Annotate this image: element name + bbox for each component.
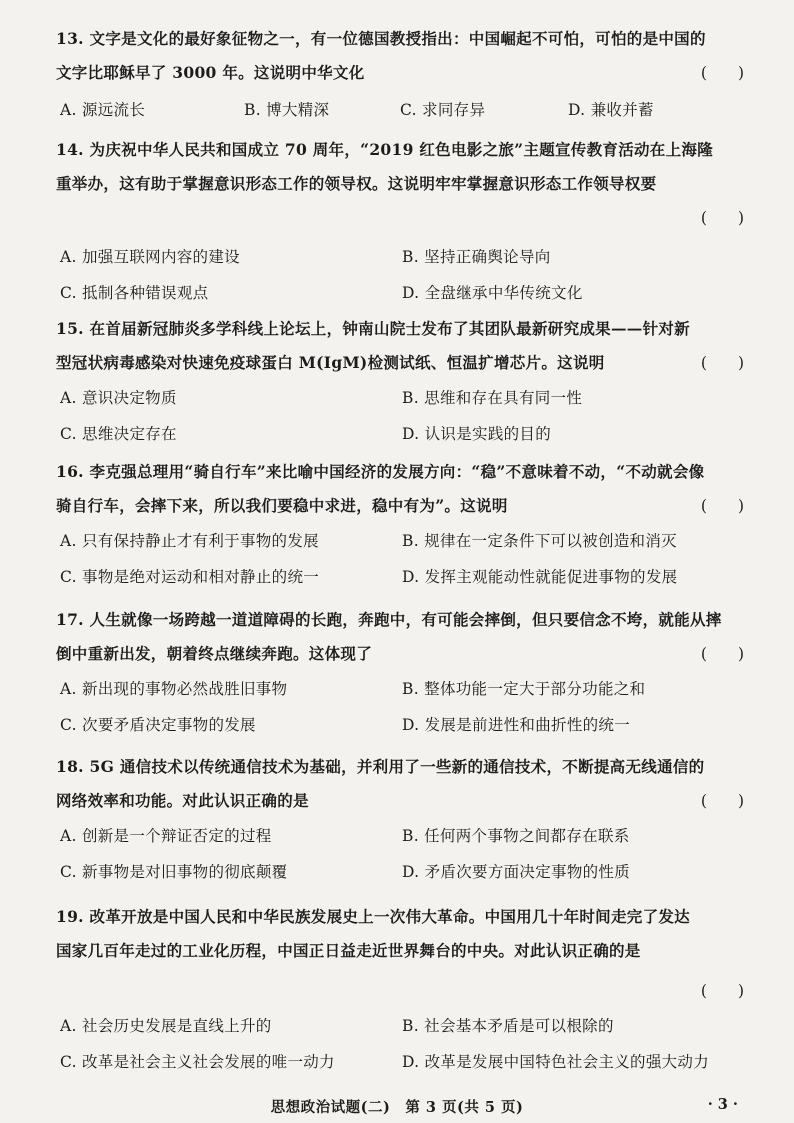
option-d: D. 矛盾次要方面决定事物的性质: [402, 863, 631, 881]
option-d: D. 改革是发展中国特色社会主义的强大动力: [402, 1053, 710, 1071]
option-c: C. 思维决定存在: [60, 425, 177, 443]
question-18: [56, 750, 746, 894]
option-a: A. 创新是一个辩证否定的过程: [60, 827, 272, 845]
page-footer: 思想政治试题(二) 第 3 页(共 5 页): [270, 1099, 524, 1116]
stem-line: 16. 李克强总理用“骑自行车”来比喻中国经济的发展方向：“稳”不意味着不动，“不动就会像: [56, 462, 705, 481]
option-c: C. 抵制各种错误观点: [60, 284, 209, 302]
option-b: B. 社会基本矛盾是可以根除的: [402, 1017, 614, 1035]
stem-line: 文字比耶稣早了 3000 年。这说明中华文化: [56, 63, 365, 82]
option-a: A. 源远流长: [60, 101, 146, 119]
option-c: C. 次要矛盾决定事物的发展: [60, 716, 256, 734]
question-stem: [56, 750, 746, 818]
options: [56, 675, 746, 747]
question-stem: [56, 133, 746, 235]
options: [56, 243, 746, 315]
option-d: D. 认识是实践的目的: [402, 425, 552, 443]
options: [56, 527, 746, 599]
question-stem: [56, 22, 746, 90]
question-stem: [56, 603, 746, 671]
option-d: D. 全盘继承中华传统文化: [402, 284, 583, 302]
option-d: D. 兼收并蓄: [568, 101, 654, 119]
stem-line: 骑自行车，会摔下来，所以我们要稳中求进，稳中有为”。这说明: [56, 496, 508, 515]
answer-parenthesis: ( ): [700, 64, 744, 82]
option-a: A. 新出现的事物必然战胜旧事物: [60, 680, 288, 698]
stem-line: 19. 改革开放是中国人民和中华民族发展史上一次伟大革命。中国用几十年时间走完了发达: [56, 907, 690, 926]
option-b: B. 博大精深: [244, 101, 330, 119]
answer-parenthesis: ( ): [700, 792, 744, 810]
answer-parenthesis: ( ): [700, 497, 744, 515]
stem-line: 国家几百年走过的工业化历程，中国正日益走近世界舞台的中央。对此认识正确的是: [56, 941, 641, 960]
answer-parenthesis: ( ): [700, 645, 744, 663]
stem-line: 18. 5G 通信技术以传统通信技术为基础，并利用了一些新的通信技术，不断提高无线通信的: [56, 757, 705, 776]
option-c: C. 事物是绝对运动和相对静止的统一: [60, 568, 320, 586]
question-14: [56, 133, 746, 315]
option-b: B. 规律在一定条件下可以被创造和消灭: [402, 532, 677, 550]
question-19: [56, 900, 746, 1084]
question-13: [56, 22, 746, 128]
page-number: · 3 ·: [707, 1096, 738, 1113]
stem-line: 14. 为庆祝中华人民共和国成立 70 周年，“2019 红色电影之旅”主题宣传教育活动在上海隆: [56, 140, 713, 159]
question-17: [56, 603, 746, 747]
option-b: B. 思维和存在具有同一性: [402, 389, 583, 407]
stem-line: 型冠状病毒感染对快速免疫球蛋白 M(IgM)检测试纸、恒温扩增芯片。这说明: [56, 353, 605, 372]
options: [56, 1012, 746, 1084]
answer-parenthesis: ( ): [700, 982, 744, 1000]
question-stem: [56, 312, 746, 380]
option-b: B. 任何两个事物之间都存在联系: [402, 827, 630, 845]
question-16: [56, 455, 746, 599]
option-c: C. 改革是社会主义社会发展的唯一动力: [60, 1053, 335, 1071]
stem-line: 13. 文字是文化的最好象征物之一，有一位德国教授指出：中国崛起不可怕，可怕的是中国的: [56, 29, 706, 48]
option-a: A. 加强互联网内容的建设: [60, 248, 240, 266]
stem-line: 倒中重新出发，朝着终点继续奔跑。这体现了: [56, 644, 373, 663]
question-stem: [56, 455, 746, 523]
option-c: C. 新事物是对旧事物的彻底颠覆: [60, 863, 288, 881]
question-15: [56, 312, 746, 456]
option-a: A. 意识决定物质: [60, 389, 177, 407]
option-c: C. 求同存异: [400, 101, 486, 119]
options: [56, 384, 746, 456]
option-a: A. 社会历史发展是直线上升的: [60, 1017, 272, 1035]
option-d: D. 发展是前进性和曲折性的统一: [402, 716, 631, 734]
stem-line: 17. 人生就像一场跨越一道道障碍的长跑，奔跑中，有可能会摔倒，但只要信念不垮，就能从摔: [56, 610, 722, 629]
stem-line: 15. 在首届新冠肺炎多学科线上论坛上，钟南山院士发布了其团队最新研究成果——针对新: [56, 319, 690, 338]
options: [56, 822, 746, 894]
answer-parenthesis: ( ): [700, 209, 744, 227]
stem-line: 网络效率和功能。对此认识正确的是: [56, 791, 309, 810]
stem-line: 重举办，这有助于掌握意识形态工作的领导权。这说明牢牢掌握意识形态工作领导权要: [56, 174, 657, 193]
question-stem: [56, 900, 746, 1008]
option-a: A. 只有保持静止才有利于事物的发展: [60, 532, 319, 550]
option-d: D. 发挥主观能动性就能促进事物的发展: [402, 568, 678, 586]
option-b: B. 坚持正确舆论导向: [402, 248, 551, 266]
option-b: B. 整体功能一定大于部分功能之和: [402, 680, 646, 698]
options: [56, 92, 746, 128]
answer-parenthesis: ( ): [700, 354, 744, 372]
